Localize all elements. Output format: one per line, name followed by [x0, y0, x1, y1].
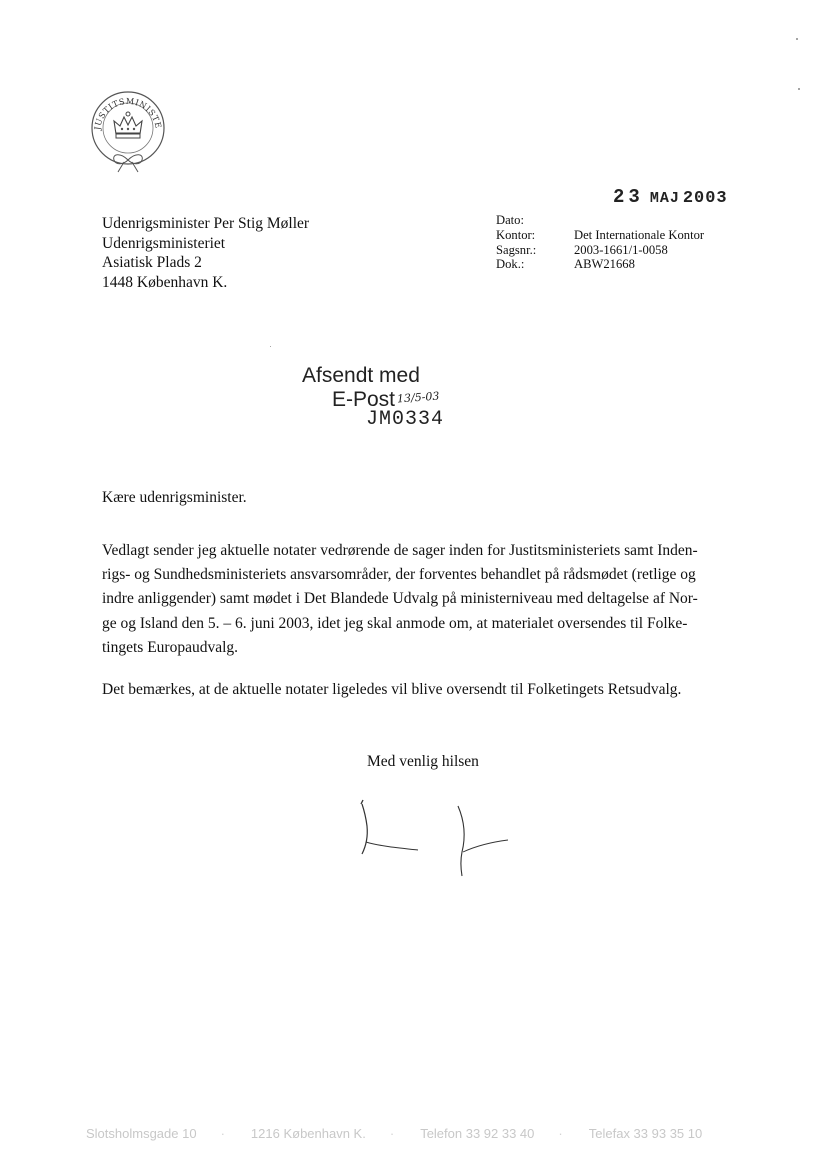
doc-label: Dok.: — [496, 257, 525, 272]
date-label: Dato: — [496, 213, 524, 227]
date-value — [574, 213, 704, 228]
footer-address: Slotsholmsgade 10 — [86, 1126, 197, 1141]
signature — [344, 796, 514, 886]
body-line: tingets Europaudvalg. — [102, 638, 239, 656]
stamp-year: 2003 — [682, 189, 728, 208]
recipient-address — [102, 214, 309, 292]
recipient-city: 1448 København K. — [102, 273, 228, 291]
svg-text:JUSTITSMINISTERIET — [84, 88, 164, 132]
doc-row — [496, 257, 704, 272]
reference-table — [496, 213, 704, 272]
recipient-ministry: Udenrigsministeriet — [102, 234, 226, 252]
case-row — [496, 243, 704, 258]
office-row — [496, 228, 704, 243]
reference-block — [496, 213, 704, 272]
office-label: Kontor: — [496, 227, 536, 242]
seal-graphic — [84, 88, 172, 176]
recipient-street: Asiatisk Plads 2 — [102, 254, 202, 271]
footer-separator: · — [220, 1126, 225, 1141]
recipient-name: Udenrigsminister Per Stig Møller — [102, 215, 310, 232]
date-row — [496, 213, 704, 228]
seal-text: JUSTITSMINISTE — [92, 95, 164, 131]
footer-separator: · — [389, 1126, 395, 1141]
footer-postal: 1216 København K. — [250, 1126, 366, 1141]
salutation: Kære udenrigsminister. — [102, 489, 247, 506]
case-value: 2003-1661/1-0058 — [574, 242, 668, 257]
case-label: Sagsnr.: — [496, 242, 537, 257]
body-line: Vedlagt sender jeg aktuelle notater vedrørende de sager inden for Justitsministeriets samt Inden- — [102, 542, 698, 559]
sent-stamp-code: JM0334 — [366, 408, 445, 431]
closing: Med venlig hilsen — [367, 753, 479, 770]
sent-stamp-line2: E-Post — [332, 388, 396, 411]
letterhead-footer — [86, 1126, 766, 1141]
body-paragraph-1 — [102, 539, 744, 660]
body-line: rigs- og Sundhedsministeriets ansvarsområder, der forventes behandlet på rådsmødet (retlige og — [102, 566, 696, 584]
signature-graphic — [344, 796, 514, 886]
body-line: indre anliggender) samt mødet i Det Blandede Udvalg på ministerniveau med deltagelse af Nor- — [102, 590, 698, 608]
scan-speck — [798, 88, 800, 90]
received-date-stamp — [613, 186, 728, 208]
scan-speck — [270, 346, 271, 347]
scan-speck — [796, 38, 798, 40]
stamp-month: MAJ — [649, 190, 680, 207]
body-line: ge og Island den 5. – 6. juni 2003, idet jeg skal anmode om, at materialet oversendes til Folke- — [102, 614, 688, 632]
footer-phone: Telefon 33 92 33 40 — [420, 1126, 535, 1141]
body-paragraph-2: Det bemærkes, at de aktuelle notater ligeledes vil blive oversendt til Folketingets Retsudvalg. — [102, 681, 682, 698]
sent-stamp-line1: Afsendt med — [302, 364, 420, 387]
office-value: Det Internationale Kontor — [574, 227, 705, 242]
ministry-seal — [84, 88, 172, 176]
stamp-day: 23 — [613, 186, 644, 208]
sent-stamp — [302, 364, 445, 431]
sent-stamp-handwritten-date: 13/5-03 — [396, 389, 440, 406]
footer-fax: Telefax 33 93 35 10 — [588, 1126, 703, 1141]
footer-separator: · — [558, 1126, 563, 1141]
doc-value: ABW21668 — [574, 257, 635, 272]
